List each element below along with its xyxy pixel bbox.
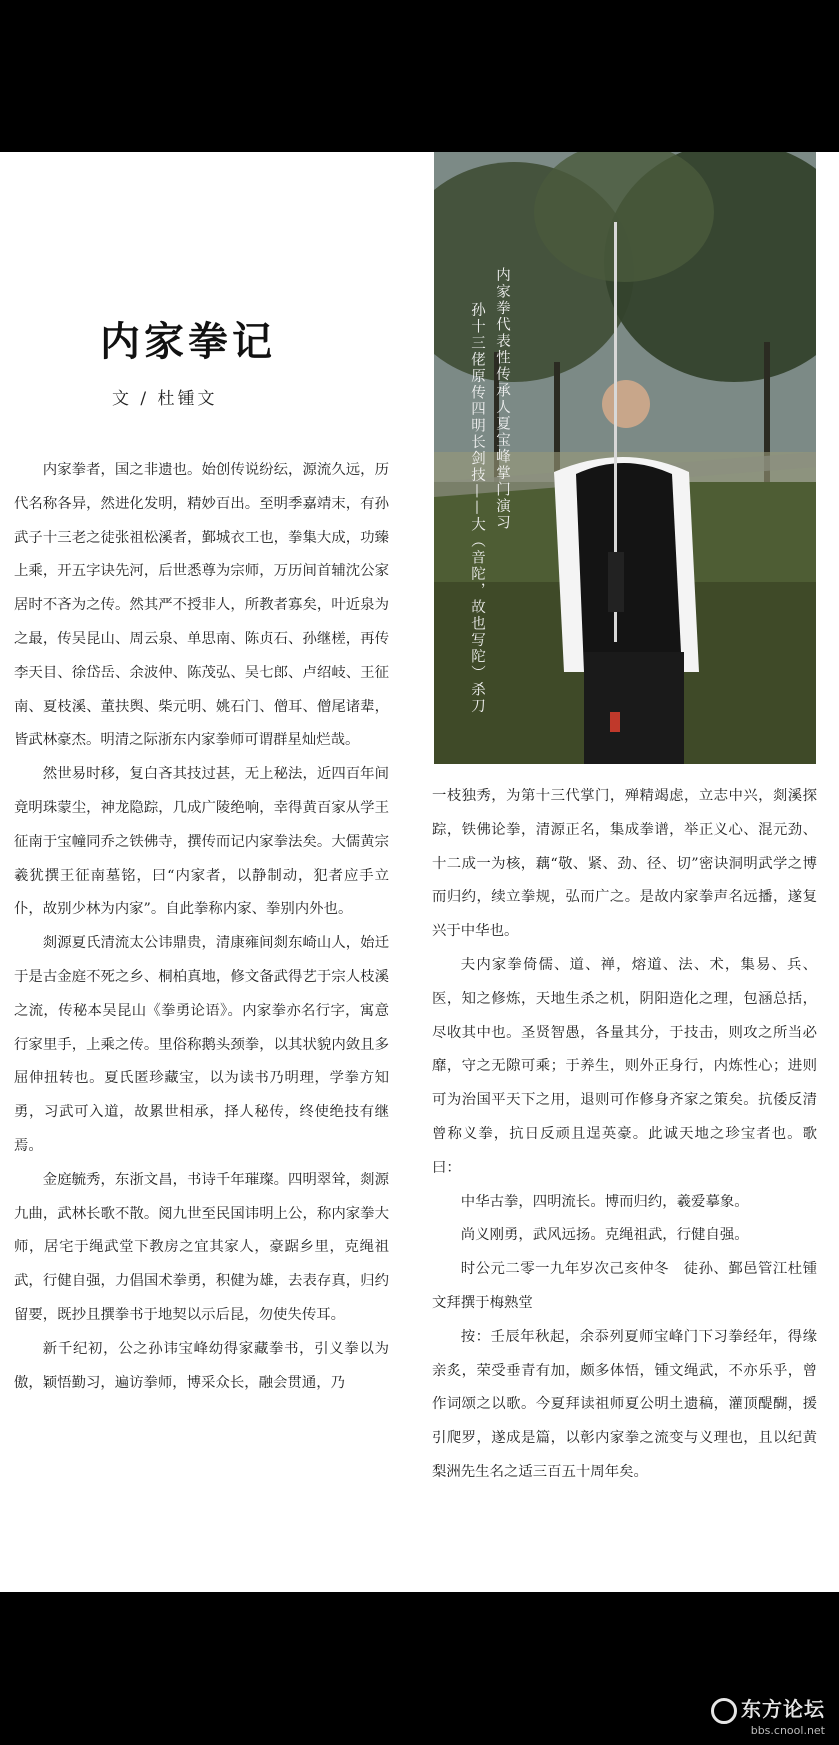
song-line: 尚义刚勇，武风远扬。克绳祖武，行健自强。 (460, 1227, 749, 1244)
signature-line: 时公元二零一九年岁次己亥仲冬 徒孙、鄞邑管江杜锺文拜撰于梅熟堂 (432, 1261, 817, 1311)
photo-caption-line2: 孙十三佬原传四明长剑技——大（音陀，故也写陀）杀刀 (469, 302, 485, 715)
paragraph: 新千纪初，公之孙讳宝峰幼得家藏拳书，引义拳以为傲，颖悟勤习，遍访拳师，博采众长，融会贯通，乃 (14, 1340, 389, 1391)
photo-caption-line1: 内家拳代表性传承人夏宝峰掌门演习 (494, 267, 510, 531)
article-title: 内家拳记 (100, 318, 276, 365)
paragraph: 金庭毓秀，东浙文昌，书诗千年璀璨。四明翠耸，剡源九曲，武林长歌不散。阅九世至民国讳明上公，称内家拳大师，居宅于绳武堂下教房之宜其家人，豪踞乡里，克绳祖武，行健自强，力倡国术拳勇，积健为雄，去表存真，归约留要，既抄且撰拳书于地契以示后昆，勿使失传耳。 (14, 1171, 389, 1323)
left-column (14, 454, 389, 1400)
forum-url: bbs.cnool.net (750, 1723, 825, 1737)
forum-name: 东方论坛 (741, 1697, 825, 1721)
master-photo (434, 152, 816, 764)
song-line: 中华古拳，四明流长。博而归约，羲爱摹象。 (460, 1193, 749, 1210)
paragraph: 然世易时移，复白吝其技过甚，无上秘法，近四百年间竟明珠蒙尘，神龙隐踪，几成广陵绝响，幸得黄百家从学王征南于宝幢同乔之铁佛寺，撰传而记内家拳法矣。大儒黄宗羲犹撰王征南墓铭，曰“内家者，以静制动，犯者应手立仆，故别少林为内家”。自此拳称内家、拳别内外也。 (14, 766, 389, 918)
paragraph: 夫内家拳倚儒、道、禅，熔道、法、术，集易、兵、医，知之修炼，天地生杀之机，阴阳造化之理，包涵总括，尽收其中也。圣贤智愚，各量其分，于技击，则攻之所当必靡，守之无隙可乘；于养生，则外正身行，内炼性心；进则可为治国平天下之用，退则可作修身齐家之策矣。抗倭反清曾称义拳，抗日反顽且逞英豪。此诚天地之珍宝者也。歌曰： (432, 956, 817, 1176)
forum-logo-icon (711, 1698, 737, 1724)
forum-watermark (711, 1693, 825, 1737)
right-column (432, 780, 817, 1490)
article-author: 文 / 杜锺文 (112, 389, 218, 409)
paragraph: 内家拳者，国之非遗也。始创传说纷纭，源流久远，历代名称各异，然进化发明，精妙百出。至明季嘉靖末，有孙武子十三老之徒张祖松溪者，鄞城衣工也，拳集大成，功臻上乘，开五字诀先河，后世悉尊为宗师，万历间首辅沈公家居时不吝为之传。然其严不授非人，所教者寡矣，叶近泉为之最，传吴昆山、周云泉、单思南、陈贞石、孙继槎，再传李天目、徐岱岳、余波仲、陈茂弘、吴七郎、卢绍岐、王征南、夏枝溪、董扶舆、柴元明、姚石门、僧耳、僧尾诸辈，皆武林豪杰。明清之际浙东内家拳师可谓群星灿烂哉。 (14, 462, 389, 749)
paragraph: 剡源夏氏清流太公讳鼎贵，清康雍间剡东崎山人，始迁于是古金庭不死之乡、桐柏真地，修文备武得艺于宗人枝溪之流，传秘本吴昆山《拳勇论语》。内家拳亦名行字，寓意行家里手，上乘之传。里俗称鹅头颈拳，以其状貌内敛且多屈伸扭转也。夏氏匿珍藏宝，以为读书乃明理，学拳方知勇，习武可入道，故累世相承，择人秘传，终使绝技有继焉。 (14, 935, 389, 1154)
paragraph: 按：壬辰年秋起，余忝列夏师宝峰门下习拳经年，得缘亲炙，荣受垂青有加，颇多体悟，锺文绳武，不亦乐乎，曾作词颂之以歌。今夏拜读祖师夏公明土遗稿，灌顶醍醐，援引爬罗，遂成是篇，以彰内家拳之流变与义理也，且以纪黄梨洲先生名之适三百五十周年矣。 (432, 1328, 817, 1480)
paragraph: 一枝独秀，为第十三代掌门，殚精竭虑，立志中兴，剡溪探踪，铁佛论拳，清源正名，集成拳谱，举正义心、混元劲、十二成一为核，藕“敬、紧、劲、径、切”密诀洞明武学之博而归约，续立拳规，弘而广之。是故内家拳声名远播，遂复兴于中华也。 (432, 788, 817, 940)
magazine-page (0, 152, 839, 1592)
